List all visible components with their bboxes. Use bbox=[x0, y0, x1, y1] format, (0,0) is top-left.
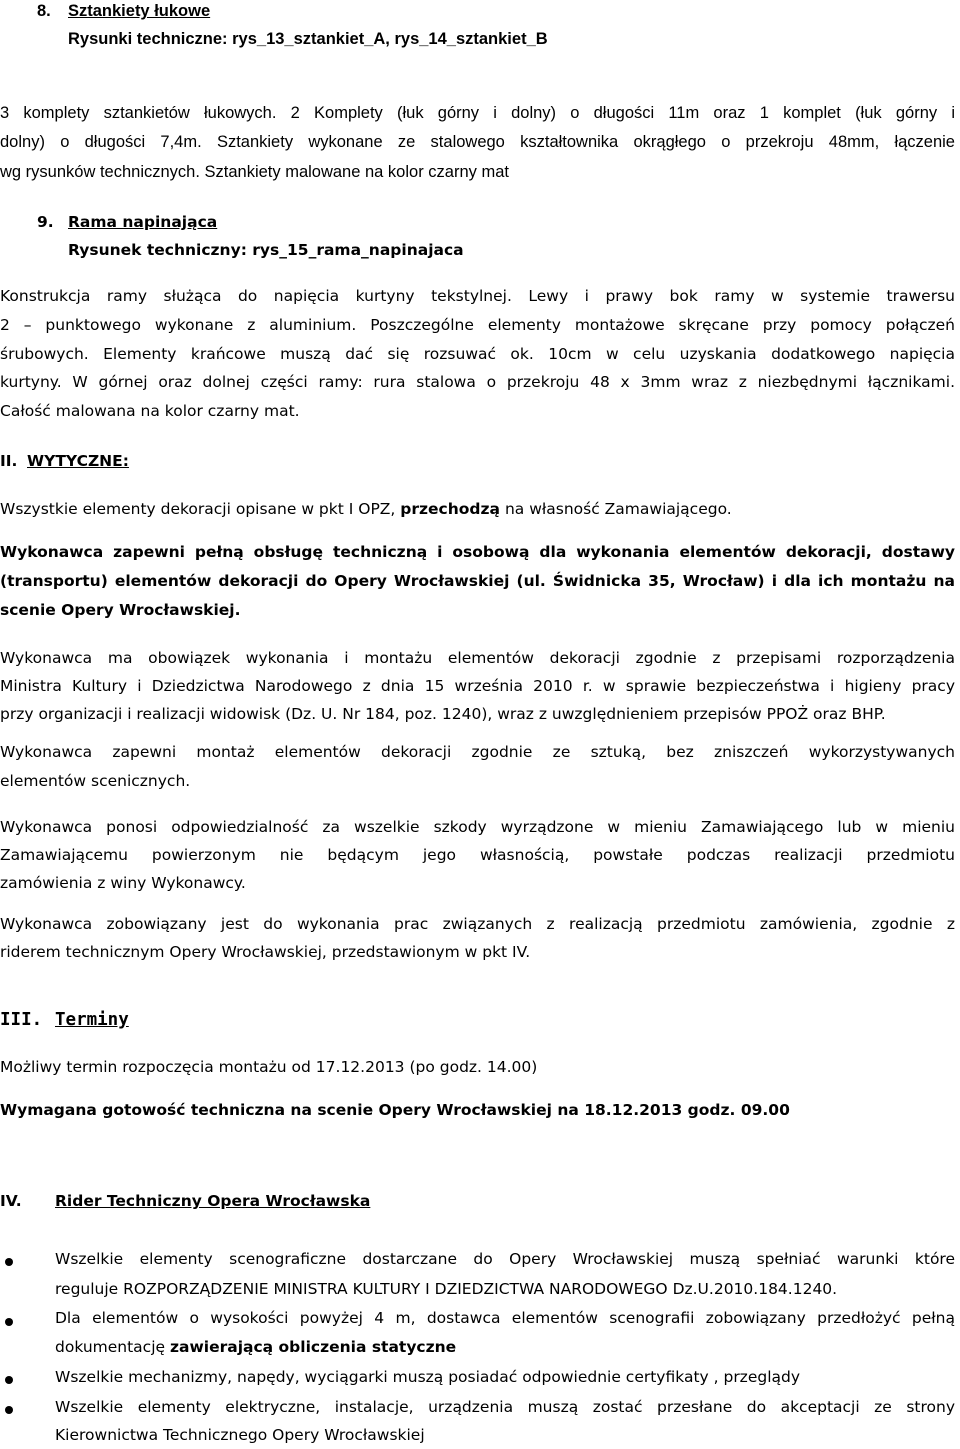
section-3-line-1: Możliwy termin rozpoczęcia montażu od 17.12.2013 (po godz. 14.00) bbox=[0, 1058, 538, 1076]
section-2-p4-line-2: elementów scenicznych. bbox=[0, 772, 191, 790]
bullet-1-line-2: reguluje ROZPORZĄDZENIE MINISTRA KULTURY I DZIEDZICTWA NARODOWEGO Dz.U.2010.184.1240. bbox=[55, 1280, 838, 1298]
drawings-label: Rysunki techniczne bbox=[68, 30, 223, 48]
section-8-line-2: dolny) o długości 7,4m. Sztankiety wykonane ze stalowego kształtownika okrągłego o przekroju 48mm, łączenie bbox=[0, 133, 955, 151]
section-9-line-5: Całość malowana na kolor czarny mat. bbox=[0, 402, 300, 420]
section-8-line-1: 3 komplety sztankietów łukowych. 2 Komplety (łuk górny i dolny) o długości 11m oraz 1 komplet (łuk górny i bbox=[0, 104, 955, 122]
section-9-title: Rama napinająca bbox=[68, 213, 218, 231]
p1-text-start: Wszystkie elementy dekoracji opisane w pkt I OPZ, bbox=[0, 500, 401, 518]
section-2-p5-line-1: Wykonawca ponosi odpowiedzialność za wszelkie szkody wyrządzone w mieniu Zamawiającego lub w mieniu bbox=[0, 818, 955, 836]
section-2-paragraph-1 bbox=[0, 500, 732, 518]
p1-text-end: na własność Zamawiającego. bbox=[500, 500, 732, 518]
section-2-p6-line-2: riderem technicznym Opery Wrocławskiej, przedstawionym w pkt IV. bbox=[0, 943, 531, 961]
section-2-p2-line-1: Wykonawca zapewni pełną obsługę techniczną i osobową dla wykonania elementów dekoracji, dostawy bbox=[0, 543, 955, 561]
section-3-title: Terminy bbox=[55, 1010, 129, 1030]
bullet-2-text-bold: zawierającą obliczenia statyczne bbox=[169, 1338, 457, 1356]
section-4-title: Rider Techniczny Opera Wrocławska bbox=[55, 1192, 371, 1210]
section-8-line-3: wg rysunków technicznych. Sztankiety malowane na kolor czarny mat bbox=[0, 163, 509, 181]
bullet-4-line-1: Wszelkie elementy elektryczne, instalacje, urządzenia muszą zostać przesłane do akceptacji ze strony bbox=[55, 1398, 955, 1416]
section-9-line-1: Konstrukcja ramy służąca do napięcia kurtyny tekstylnej. Lewy i prawy bok ramy w systemie trawersu bbox=[0, 287, 955, 305]
p1-text-bold: przechodzą bbox=[400, 500, 501, 518]
section-2-p3-line-1: Wykonawca ma obowiązek wykonania i montażu elementów dekoracji zgodnie z przepisami rozporządzenia bbox=[0, 649, 955, 667]
bullet-2-line-2 bbox=[55, 1338, 456, 1356]
section-2-p5-line-3: zamówienia z winy Wykonawcy. bbox=[0, 874, 246, 892]
bullet-4-dot bbox=[5, 1406, 13, 1414]
section-2-p6-line-1: Wykonawca zobowiązany jest do wykonania prac związanych z realizacją przedmiotu zamówienia, zgodnie z bbox=[0, 915, 955, 933]
section-2-p5-line-2: Zamawiającemu powierzonym nie będącym jego własnością, powstałe podczas realizacji przedmiotu bbox=[0, 846, 955, 864]
section-9-line-2: 2 – punktowego wykonane z aluminium. Poszczególne elementy montażowe skręcane przy pomocy połączeń bbox=[0, 316, 955, 334]
section-2-p4-line-1: Wykonawca zapewni montaż elementów dekoracji zgodnie ze sztuką, bez zniszczeń wykorzystywanych bbox=[0, 743, 955, 761]
section-9-line-3: śrubowych. Elementy krańcowe muszą dać się rozsuwać ok. 10cm w celu uzyskania dodatkowego napięcia bbox=[0, 345, 955, 363]
section-2-number: II. bbox=[0, 452, 18, 470]
bullet-4-line-2: Kierownictwa Technicznego Opery Wrocławskiej bbox=[55, 1426, 425, 1444]
bullet-2-line-1: Dla elementów o wysokości powyżej 4 m, dostawca elementów scenografii zobowiązany przedłożyć pełną bbox=[55, 1309, 955, 1327]
bullet-3-line-1: Wszelkie mechanizmy, napędy, wyciągarki muszą posiadać odpowiednie certyfikaty , przeglądy bbox=[55, 1368, 801, 1386]
section-2-title: WYTYCZNE: bbox=[27, 452, 129, 470]
section-8-number: 8. bbox=[37, 2, 51, 20]
bullet-1-dot bbox=[5, 1258, 13, 1266]
bullet-2-dot bbox=[5, 1318, 13, 1326]
section-2-p3-line-2: Ministra Kultury i Dziedzictwa Narodowego z dnia 15 września 2010 r. w sprawie bezpieczeństwa i higieny pracy bbox=[0, 677, 955, 695]
section-2-p2-line-3: scenie Opery Wrocławskiej. bbox=[0, 601, 241, 619]
section-3-number: III. bbox=[0, 1010, 43, 1030]
section-9-number: 9. bbox=[37, 213, 54, 231]
section-9-line-4: kurtyny. W górnej oraz dolnej części ramy: rura stalowa o przekroju 48 x 3mm wraz z niezbędnymi łącznikami. bbox=[0, 373, 955, 391]
section-2-p3-line-3: przy organizacji i realizacji widowisk (Dz. U. Nr 184, poz. 1240), wraz z uwzględnieniem przepisów PPOŻ oraz BHP. bbox=[0, 705, 886, 723]
section-2-p2-line-2: (transportu) elementów dekoracji do Opery Wrocławskiej (ul. Świdnicka 35, Wrocław) i dla ich montażu na bbox=[0, 572, 955, 590]
section-9-drawing: Rysunek techniczny: rys_15_rama_napinajaca bbox=[68, 241, 464, 259]
drawings-value: : rys_13_sztankiet_A, rys_14_sztankiet_B bbox=[222, 30, 548, 48]
bullet-3-dot bbox=[5, 1376, 13, 1384]
section-4-number: IV. bbox=[0, 1192, 22, 1210]
bullet-1-line-1: Wszelkie elementy scenograficzne dostarczane do Opery Wrocławskiej muszą spełniać warunki które bbox=[55, 1250, 955, 1268]
section-8-title: Sztankiety łukowe bbox=[68, 2, 211, 20]
bullet-2-text-start: dokumentację bbox=[55, 1338, 170, 1356]
section-8-drawings bbox=[68, 30, 548, 49]
section-3-line-2: Wymagana gotowość techniczna na scenie Opery Wrocławskiej na 18.12.2013 godz. 09.00 bbox=[0, 1101, 790, 1119]
